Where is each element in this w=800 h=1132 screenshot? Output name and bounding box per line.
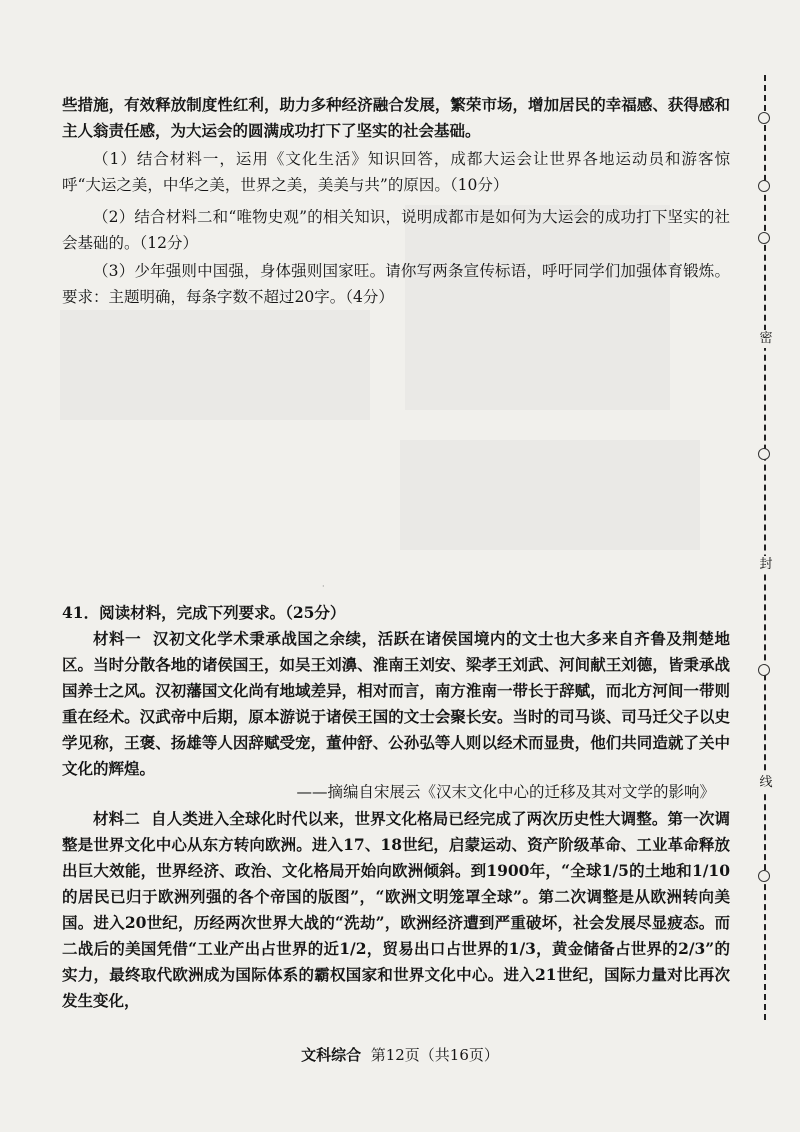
- material-2-label: 材料二: [93, 809, 140, 828]
- continuation-text: 些措施，有效释放制度性红利，助力多种经济融合发展，繁荣市场，增加居民的幸福感、获得感和主人翁责任感，为大运会的圆满成功打下了坚实的社会基础。: [62, 95, 730, 140]
- binding-hole: [758, 112, 770, 124]
- bleed-through-block: [60, 310, 370, 420]
- material-2: [62, 806, 730, 1014]
- binding-hole: [758, 180, 770, 192]
- footer-subject: 文科综合: [301, 1046, 362, 1064]
- binding-char-line: 线: [756, 774, 776, 792]
- page-footer: [0, 1044, 800, 1065]
- binding-hole: [758, 664, 770, 676]
- bleed-through-block: [400, 440, 700, 550]
- material-2-text: 自人类进入全球化时代以来，世界文化格局已经完成了两次历史性大调整。第一次调整是世界文化中心从东方转向欧洲。进入17、18世纪，启蒙运动、资产阶级革命、工业革命释放出巨大效能，世界经济、政治、文化格局开始向欧洲倾斜。到1900年，“全球1/5的土地和1/10的居民已归于欧洲列强的各个帝国的版图”，“欧洲文明笼罩全球”。第二次调整是从欧洲转向美国。进入20世纪，历经两次世界大战的“洗劫”，欧洲经济遭到严重破坏，社会发展尽显疲态。而二战后的美国凭借“工业产出占世界的近1/2，贸易出口占世界的1/3，黄金储备占世界的2/3”的实力，最终取代欧洲成为国际体系的霸权国家和世界文化中心。进入21世纪，国际力量对比再次发生变化，: [62, 809, 730, 1010]
- question-40-part-2: （2）结合材料二和“唯物史观”的相关知识，说明成都市是如何为大运会的成功打下坚实的社会基础的。（12分）: [62, 208, 730, 252]
- material-1: [62, 626, 730, 782]
- binding-char-seal: 密: [756, 330, 776, 348]
- question-40-part-3: （3）少年强则中国强，身体强则国家旺。请你写两条宣传标语，呼吁同学们加强体育锻炼。要求：主题明确，每条字数不超过20字。（4分）: [62, 262, 730, 306]
- material-1-label: 材料一: [93, 629, 142, 648]
- question-41-title: 41．阅读材料，完成下列要求。（25分）: [62, 603, 346, 622]
- material-1-source: ——摘编自宋展云《汉末文化中心的迁移及其对文学的影响》: [296, 783, 715, 801]
- footer-page-number: 第12页（共16页）: [370, 1046, 499, 1064]
- question-40-part-1: （1）结合材料一，运用《文化生活》知识回答，成都大运会让世界各地运动员和游客惊呼“大运之美，中华之美，世界之美，美美与共”的原因。（10分）: [62, 150, 730, 194]
- stray-mark: ·: [322, 582, 325, 591]
- binding-hole: [758, 448, 770, 460]
- binding-hole: [758, 232, 770, 244]
- binding-char-close: 封: [756, 556, 776, 574]
- binding-hole: [758, 870, 770, 882]
- material-1-text: 汉初文化学术秉承战国之余续，活跃在诸侯国境内的文士也大多来自齐鲁及荆楚地区。当时分散各地的诸侯国王，如吴王刘濞、淮南王刘安、梁孝王刘武、河间献王刘德，皆秉承战国养士之风。汉初藩国文化尚有地域差异，相对而言，南方淮南一带长于辞赋，而北方河间一带则重在经术。汉武帝中后期，原本游说于诸侯王国的文士会聚长安。当时的司马谈、司马迁父子以史学见称，王褒、扬雄等人因辞赋受宠，董仲舒、公孙弘等人则以经术而显贵，他们共同造就了关中文化的辉煌。: [62, 629, 730, 778]
